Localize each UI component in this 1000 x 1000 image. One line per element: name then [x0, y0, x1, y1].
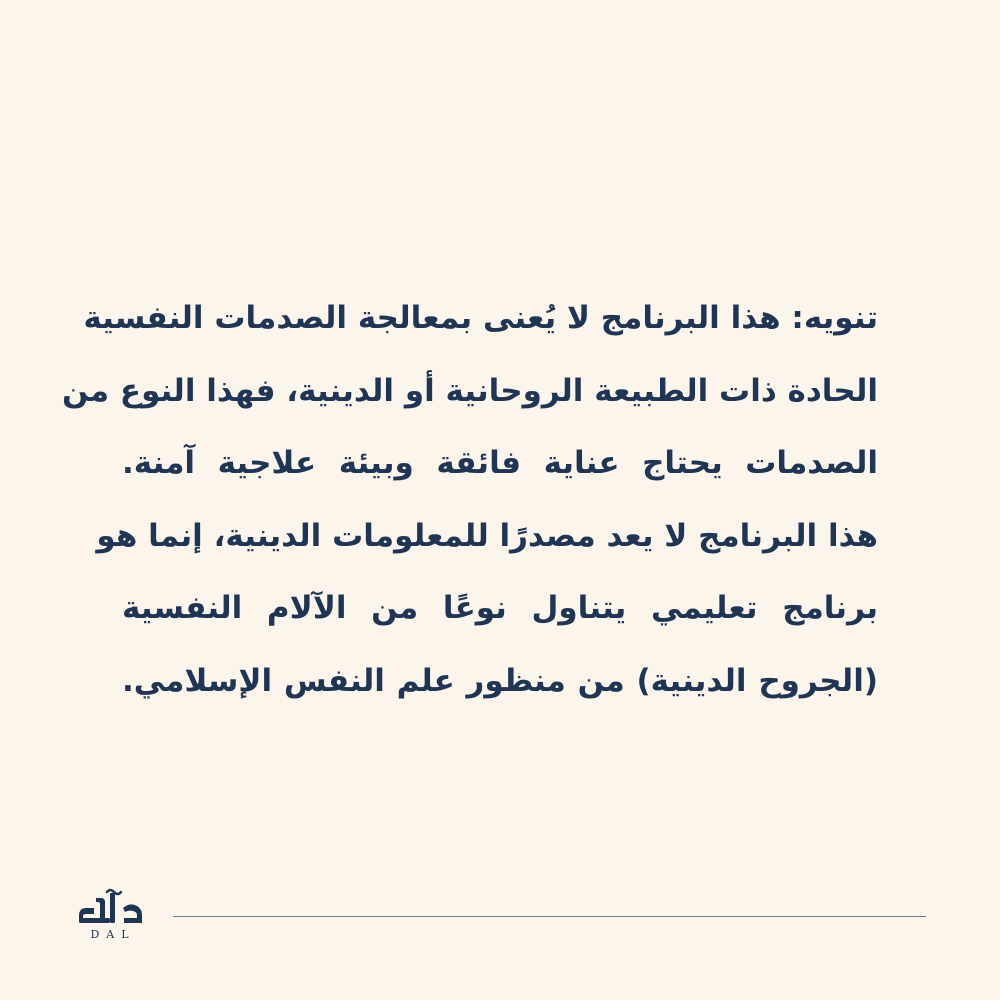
notice-line-3: الصدمات يحتاج عناية فائقة وبيئة علاجية آمنة.	[122, 445, 878, 481]
notice-line-5: برنامج تعليمي يتناول نوعًا من الآلام النفسية	[122, 590, 878, 626]
notice-line-4: هذا البرنامج لا يعد مصدرًا للمعلومات الدينية، إنما هو	[96, 517, 878, 554]
notice-text	[62, 282, 878, 717]
notice-line-6: (الجروح الدينية) من منظور علم النفس الإسلامي.	[122, 662, 878, 699]
dal-logo	[74, 884, 150, 946]
notice-line-1: تنويه: هذا البرنامج لا يُعنى بمعالجة الصدمات النفسية	[83, 300, 878, 336]
notice-line-2: الحادة ذات الطبيعة الروحانية أو الدينية، فهذا النوع من	[62, 372, 878, 409]
dal-wordmark-icon	[74, 884, 150, 926]
footer-divider	[173, 916, 926, 917]
dal-latin-label: DAL	[90, 928, 136, 941]
